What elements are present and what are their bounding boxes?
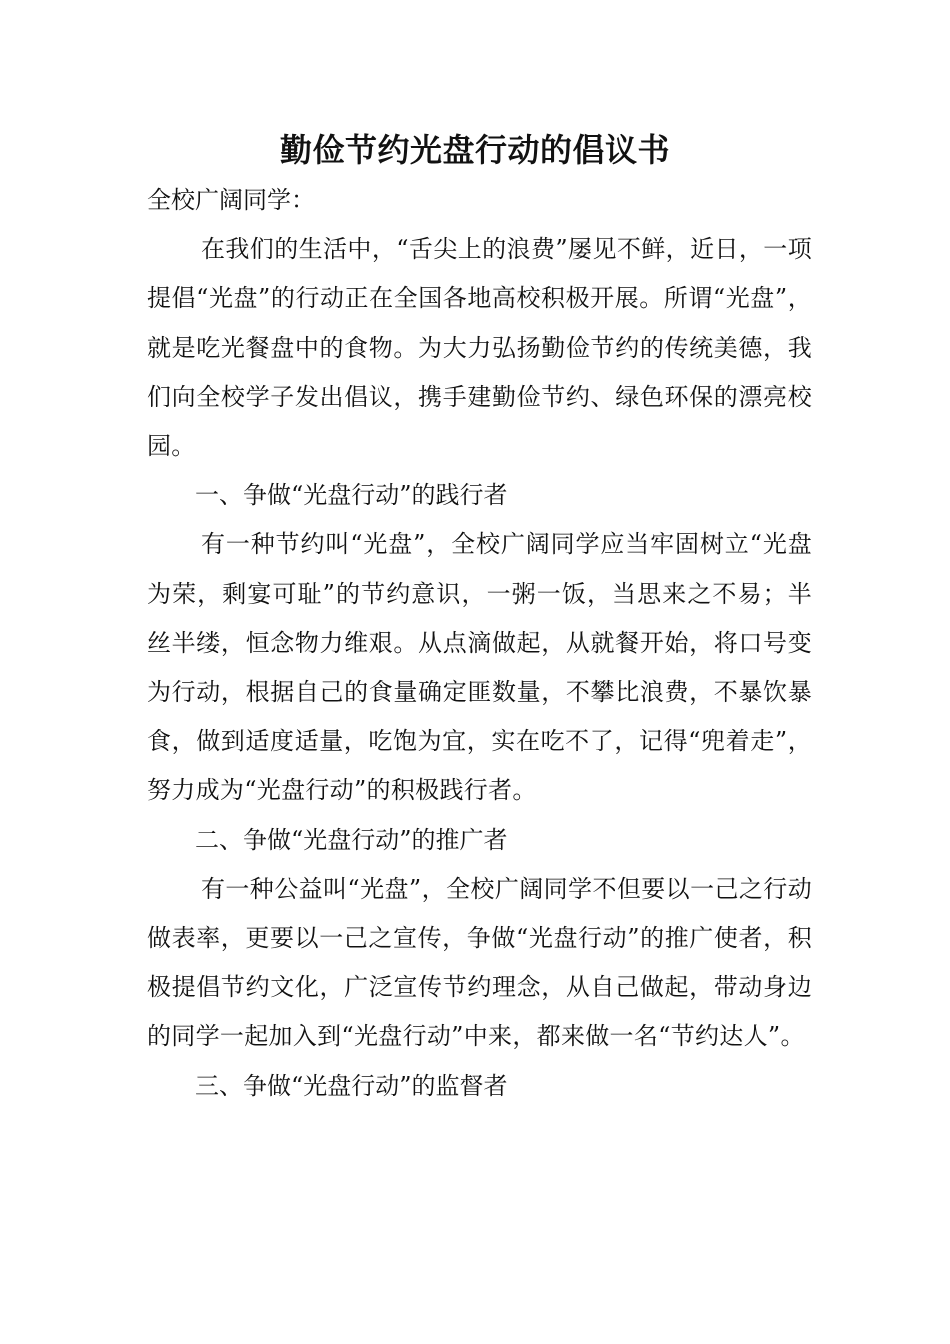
section-paragraph-2: 有一种公益叫“光盘”，全校广阔同学不但要以一己之行动做表率，更要以一己之宣传，争做“光盘行动”的推广使者，积极提倡节约文化，广泛宣传节约理念，从自己做起，带动身边的同学一起加入到“光盘行动”中来，都来做一名“节约达人”。 [147,874,812,1051]
section-heading-1: 一、争做“光盘行动”的践行者 [195,481,508,510]
intro-paragraph: 在我们的生活中，“舌尖上的浪费”屡见不鲜，近日，一项提倡“光盘”的行动正在全国各地高校积极开展。所谓“光盘”，就是吃光餐盘中的食物。为大力弘扬勤俭节约的传统美德，我们向全校学子发出倡议，携手建勤俭节约、绿色环保的漂亮校园。 [147,235,812,461]
salutation: 全校广阔同学： [147,186,315,214]
section-paragraph-1: 有一种节约叫“光盘”，全校广阔同学应当牢固树立“光盘为荣，剩宴可耻”的节约意识，一粥一饭，当思来之不易；半丝半缕，恒念物力维艰。从点滴做起，从就餐开始，将口号变为行动，根据自己的食量确定匪数量，不攀比浪费，不暴饮暴食，做到适度适量，吃饱为宜，实在吃不了，记得“兜着走”，努力成为“光盘行动”的积极践行者。 [147,530,812,805]
section-heading-2: 二、争做“光盘行动”的推广者 [195,825,508,854]
section-heading-3: 三、争做“光盘行动”的监督者 [195,1071,508,1100]
document-title: 勤俭节约光盘行动的倡议书 [279,131,670,169]
document-body [147,176,812,1111]
